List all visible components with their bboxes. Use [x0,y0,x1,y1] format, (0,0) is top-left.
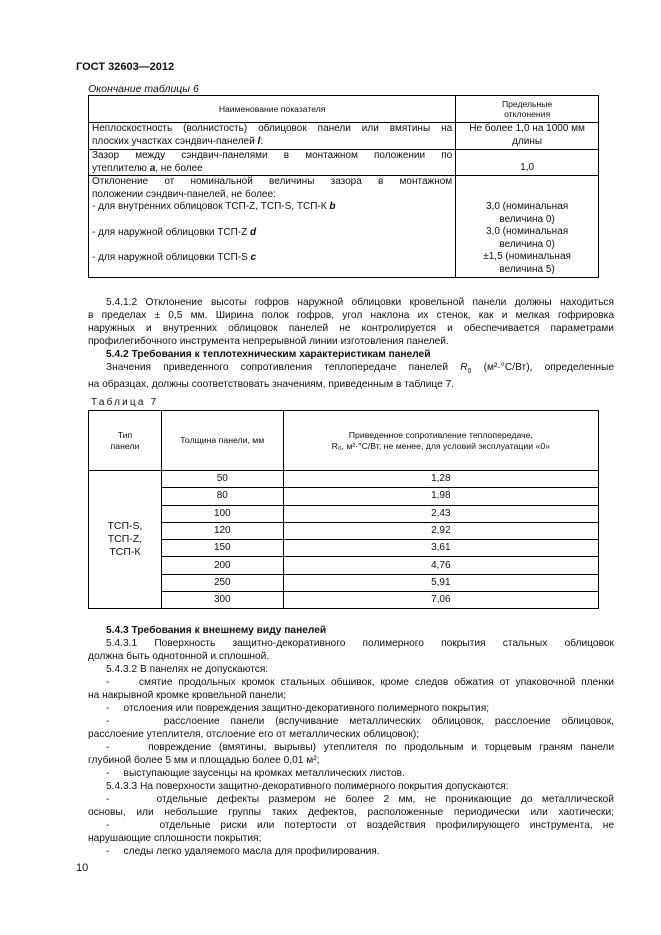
table-row [89,540,599,557]
section-5-4-2 [88,348,614,391]
type-line1: ТСП-S, [107,520,143,533]
row3-sub2-symbol: d [249,226,257,238]
row3-sub3 [92,252,452,265]
table-row [89,557,599,574]
b3-line2: расслоение утеплителя, отслоение его от металлических облицовок); [88,729,420,740]
thickness-cell: 150 [161,540,283,557]
table6-row-flatness [89,123,599,150]
c3: следы легко удаляемого масла для профилирования. [123,846,380,857]
row1-value-line1: Не более 1,0 на 1000 мм [469,123,585,134]
s542-line1-b: (м²·°С/Вт), определенные [483,362,614,373]
paragraph-5-4-1-2 [88,296,614,348]
list-item: - выступающие заусенцы на кромках металлических листов. [106,768,405,779]
p5412-line1: 5.4.1.2 Отклонение высоты гофров наружной облицовки кровельной панели должны находиться [106,297,614,308]
s543-p2-intro: 5.4.3.2 В панелях не допускаются: [106,664,269,675]
thickness-cell: 120 [161,522,283,539]
list-item: - повреждение (вмятины, вырывы) утеплителя по продольным и торцевым граням панели [106,742,615,753]
row3-sub1 [92,201,452,214]
table6-header-row [89,96,599,123]
table6-col-limit-line2: отклонения [504,109,551,119]
row3-sub2-value-line1: 3,0 (номинальная [486,226,569,237]
table7-col-resistance [283,411,598,471]
b4-line2: глубиной более 5 мм и площадью более 0,01 м²; [88,755,320,766]
list-item: - смятие продольных кромок стальных обшивок, кроме следов обжатия от упаковочной пленки [106,677,614,688]
row3-sub3-text: - для наружной облицовки ТСП-S [92,252,248,263]
b1-line1: смятие продольных кромок стальных обшивок, кроме следов обжатия от упаковочной пленки [138,677,614,688]
resistance-cell: 2,92 [283,522,598,539]
table-row [89,505,599,522]
thickness-cell: 200 [161,557,283,574]
resistance-cell: 7,06 [283,592,598,609]
list-item: - следы легко удаляемого масла для профилирования. [106,846,380,857]
table-row [89,574,599,591]
c2-line1: отдельные риски или потертости от воздействия профилирующего инструмента, не [159,820,614,831]
resistance-cell: 5,91 [283,574,598,591]
row1-text-line1: Неплоскостность (волнистость) облицовок панели или вмятины на [92,123,453,134]
row3-sub2 [92,227,452,240]
s543-p1-line1: 5.4.3.1 Поверхность защитно-декоративного полимерного покрытия стальных облицовок [106,638,614,649]
table6-row-gap [89,150,599,176]
col-type-line2: панели [110,440,140,451]
resistance-cell: 4,76 [283,557,598,574]
row3-sub1-value-line1: 3,0 (номинальная [486,201,569,212]
table6-cell-deviation [89,176,456,278]
s542-line1 [88,361,614,378]
row3-sub2-value-line2: величина 0) [499,238,555,250]
thickness-cell: 300 [161,592,283,609]
resistance-cell: 1,98 [283,488,598,505]
list-item: - отслоения или повреждения защитно-декоративного полимерного покрытия; [106,703,490,714]
col-type-line1: Тип [117,429,133,440]
resistance-cell: 1,28 [283,471,598,488]
b3-line1: расслоение панели (вспучивание металлических облицовок, расслоение облицовок, [163,716,614,727]
page-number: 10 [76,862,89,874]
s543-p1-line2: должна быть однотонной и сплошной. [88,651,270,662]
row3-sub3-value-line2: величина 5) [499,263,555,275]
c1-line1: отдельные дефекты размером не более 2 мм, не проникающие до металлической [156,794,614,805]
table-7 [88,410,599,609]
panel-type-cell [89,471,162,609]
p5412-line4: профилегибочного инструмента непрерывной линии изготовления панелей. [88,336,449,347]
row3-sub3-symbol: c [250,252,257,263]
col-resist-line1: Приведенное сопротивление теплопередаче, [348,429,533,440]
s543-p3-intro: 5.4.3.3 На поверхности защитно-декоративного полимерного покрытия допускаются: [106,781,509,792]
r-subscript: 0 [467,368,472,376]
thickness-cell: 50 [161,471,283,488]
list-item: - отдельные риски или потертости от воздействия профилирующего инструмента, не [106,820,614,831]
row3-sub2-text: - для наружной облицовки ТСП-Z [92,226,248,238]
section-5-4-3 [88,624,614,858]
table7-header-row [89,411,599,471]
table6-row-deviation [89,176,599,278]
row1-value-line2: длины [512,135,543,147]
type-line3: ТСП-К [109,546,141,559]
list-item: - расслоение панели (вспучивание металлических облицовок, расслоение облицовок, [106,716,614,727]
thickness-cell: 80 [161,488,283,505]
table6-cell-gap [89,150,456,176]
b2: отслоения или повреждения защитно-декоративного полимерного покрытия; [123,703,490,714]
r-symbol: R [460,362,468,373]
table6-caption: Окончание таблицы 6 [88,83,199,95]
resistance-cell: 3,61 [283,540,598,557]
thickness-cell: 250 [161,574,283,591]
s543-heading: 5.4.3 Требования к внешнему виду панелей [106,625,327,636]
s542-heading: 5.4.2 Требования к теплотехническим характеристикам панелей [106,349,431,360]
row3-text-line2: положении сэндвич-панелей, не более: [92,188,276,200]
b1-line2: на накрывной кромке кровельной панели; [88,690,287,701]
table6-col-indicator: Наименование показателя [89,96,456,123]
p5412-line3: наружных и внутренних облицовок панелей не контролируется и обеспечивается параметрами [88,323,614,334]
table6-col-limit [456,96,599,123]
table-row [89,522,599,539]
table-row [89,471,599,488]
table6-value-gap: 1,0 [456,150,599,176]
b5: выступающие заусенцы на кромках металлических листов. [123,768,405,779]
row3-text-line1: Отклонение от номинальной величины зазора в монтажном [92,176,453,187]
b4-line1: повреждение (вмятины, вырывы) утеплителя по продольным и торцевым граням панели [148,742,615,753]
type-line2: ТСП-Z, [107,533,143,546]
row3-sub1-symbol: b [329,201,336,212]
s542-line2: на образцах, должны соответствовать значениям, приведенным в таблице 7. [88,379,455,391]
row2-text-line2-b: , не более [155,162,203,174]
row3-sub3-value-line1: ±1,5 (номинальная [483,251,571,262]
list-item: - отдельные дефекты размером не более 2 мм, не проникающие до металлической [106,794,614,805]
row3-sub1-value-line2: величина 0) [499,213,555,225]
table6-cell-flatness: Неплоскостность (волнистость) облицовок панели или вмятины на плоских участках сэндвич-панелей l: [89,123,456,150]
col-resist-line2: R₀, м²·°С/Вт, не менее, для условий эксплуатации «0» [331,440,550,451]
p5412-line2: в пределах ± 0,5 мм. Ширина полок гофров, угол наклона их стенок, как и мелкая гофрировка [88,310,614,321]
table6-value-deviation [456,176,599,278]
table-6 [88,95,599,278]
row2-text-line2-a: утеплителю [92,162,147,174]
row1-symbol: l [257,135,261,147]
c2-line2: нарушающие сплошности покрытия; [88,833,262,844]
table-row [89,592,599,609]
table-row [89,488,599,505]
row2-text-line1: Зазор между сэндвич-панелями в монтажном положении по [92,150,453,161]
row2-symbol: a [149,162,156,174]
thickness-cell: 100 [161,505,283,522]
row1-text-line2: плоских участках сэндвич-панелей [92,135,255,147]
c1-line2: основы, или небольшие группы таких дефектов, расположенные периодически или хаотически; [88,807,614,818]
table6-col-limit-line1: Предельные [501,98,553,109]
row3-sub1-text: - для внутренних облицовок ТСП-Z, ТСП-S, ТСП-К [92,201,327,212]
standard-header: ГОСТ 32603—2012 [76,61,175,73]
s542-line1-a: Значения приведенного сопротивления теплопередаче панелей [106,362,449,373]
table7-col-type [89,411,162,471]
resistance-cell: 2,43 [283,505,598,522]
table7-col-thickness: Толщина панели, мм [161,411,283,471]
table7-caption: Таблица 7 [91,397,159,408]
table6-value-flatness [456,123,599,150]
